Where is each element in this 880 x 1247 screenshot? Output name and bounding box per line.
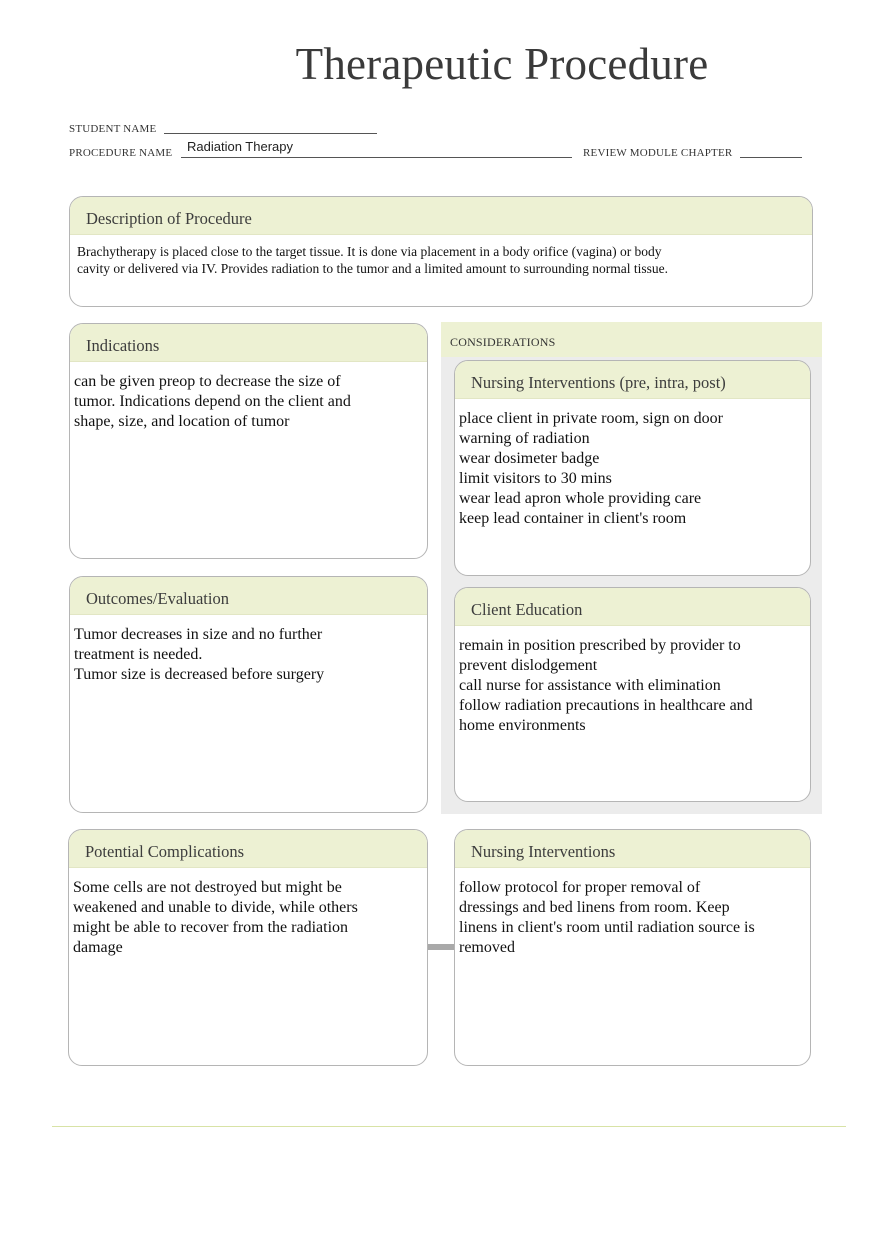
student-name-label: STUDENT NAME	[69, 123, 157, 135]
student-name-field[interactable]	[164, 133, 377, 134]
procedure-name-label: PROCEDURE NAME	[69, 147, 173, 159]
nursing-interventions-pre-box	[454, 360, 811, 576]
connector-bar	[428, 944, 454, 950]
client-education-box	[454, 587, 811, 802]
footer-rule	[52, 1126, 846, 1127]
complications-title: Potential Complications	[69, 830, 427, 868]
page-title: Therapeutic Procedure	[295, 39, 709, 89]
review-module-label: REVIEW MODULE CHAPTER	[583, 147, 733, 159]
indications-text[interactable]: can be given preop to decrease the size of tumor. Indications depend on the client and shape, size, and location of tumor	[74, 373, 351, 430]
description-text[interactable]: Brachytherapy is placed close to the target tissue. It is done via placement in a body orifice (vagina) or body cavity or delivered via IV. Provides radiation to the tumor and a limited amount to surrounding normal tissue.	[77, 244, 669, 276]
outcomes-title: Outcomes/Evaluation	[70, 577, 427, 615]
client-education-text[interactable]: remain in position prescribed by provider to prevent dislodgement call nurse for assistance with elimination follow radiation precautions in healthcare and home environments	[459, 637, 753, 734]
outcomes-text[interactable]: Tumor decreases in size and no further treatment is needed. Tumor size is decreased before surgery	[74, 626, 325, 683]
considerations-label: CONSIDERATIONS	[450, 335, 556, 349]
complications-text[interactable]: Some cells are not destroyed but might be weakened and unable to divide, while others might be able to recover from the radiation damage	[73, 879, 358, 956]
outcomes-box	[69, 576, 428, 813]
nursing-interventions-title: Nursing Interventions	[455, 830, 810, 868]
indications-title: Indications	[70, 324, 427, 362]
review-module-field[interactable]	[740, 157, 802, 158]
procedure-name-field[interactable]	[181, 139, 572, 158]
client-education-title: Client Education	[455, 588, 810, 626]
complications-box	[68, 829, 428, 1066]
procedure-name-value: Radiation Therapy	[187, 139, 293, 154]
description-box	[69, 196, 813, 307]
indications-box	[69, 323, 428, 559]
nursing-interventions-text[interactable]: follow protocol for proper removal of dressings and bed linens from room. Keep linens in client's room until radiation source is removed	[459, 879, 755, 956]
description-title: Description of Procedure	[70, 197, 812, 235]
nursing-interventions-pre-text[interactable]: place client in private room, sign on door warning of radiation wear dosimeter badge limit visitors to 30 mins wear lead apron whole providing care keep lead container in client's room	[459, 410, 723, 527]
nursing-interventions-pre-title: Nursing Interventions (pre, intra, post)	[455, 361, 810, 399]
nursing-interventions-box	[454, 829, 811, 1066]
